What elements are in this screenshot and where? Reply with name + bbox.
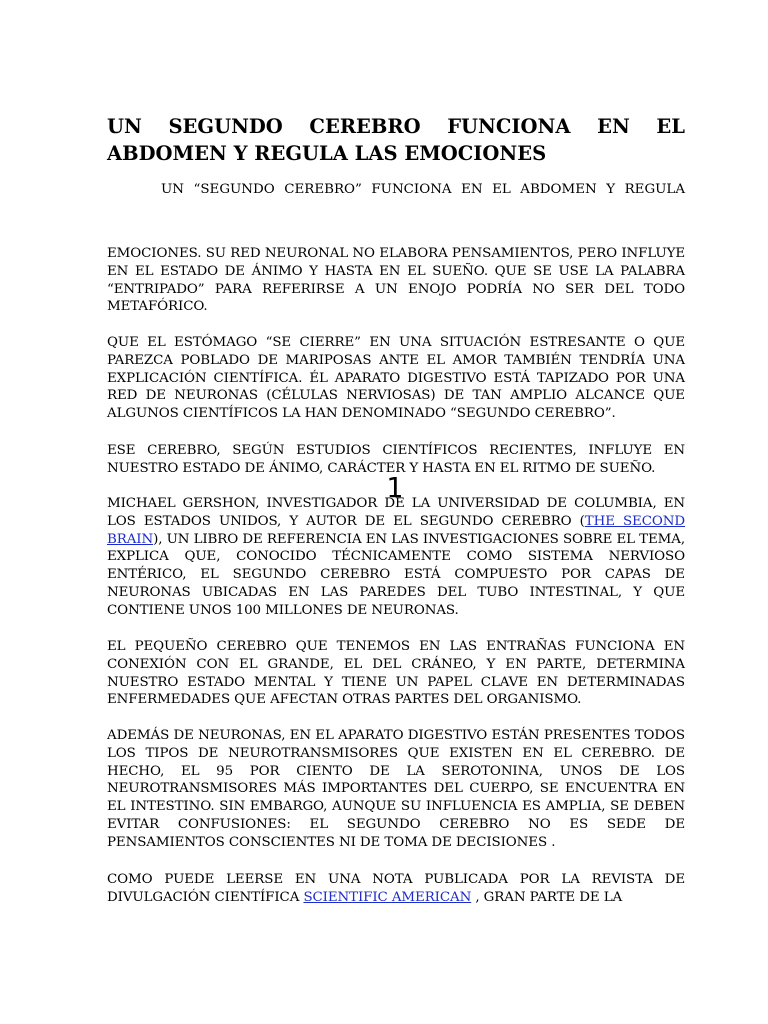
document-title: UN SEGUNDO CEREBRO FUNCIONA EN EL ABDOMEN Y REGULA LAS EMOCIONES <box>107 115 685 165</box>
paragraph-4 <box>107 495 685 620</box>
the-second-brain-link[interactable]: THE SECOND BRAIN <box>107 513 685 547</box>
subheading: UN “SEGUNDO CEREBRO” FUNCIONA EN EL ABDOMEN Y REGULA <box>161 182 685 197</box>
paragraph-7 <box>107 871 685 907</box>
paragraph-7-text-start: COMO PUEDE LEERSE EN UNA NOTA PUBLICADA POR LA REVISTA DE DIVULGACIÓN CIENTÍFICA <box>107 872 685 905</box>
paragraph-5: EL PEQUEÑO CEREBRO QUE TENEMOS EN LAS ENTRAÑAS FUNCIONA EN CONEXIÓN CON EL GRANDE, EL DEL CRÁNEO, Y EN PARTE, DETERMINA NUESTRO ESTADO MENTAL Y TIENE UN PAPEL CLAVE EN DETERMINADAS ENFERMEDADES QUE AFECTAN OTRAS PARTES DEL ORGANISMO. <box>107 639 685 708</box>
paragraph-2: QUE EL ESTÓMAGO “SE CIERRE” EN UNA SITUACIÓN ESTRESANTE O QUE PAREZCA POBLADO DE MARIPOSAS ANTE EL AMOR TAMBIÉN TENDRÍA UNA EXPLICACIÓN CIENTÍFICA. ÉL APARATO DIGESTIVO ESTÁ TAPIZADO POR UNA RED DE NEURONAS (CÉLULAS NERVIOSAS) DE TAN AMPLIO ALCANCE QUE ALGUNOS CIENTÍFICOS LA HAN DENOMINADO “SEGUNDO CEREBRO”. <box>107 335 685 422</box>
paragraph-3: ESE CEREBRO, SEGÚN ESTUDIOS CIENTÍFICOS RECIENTES, INFLUYE EN NUESTRO ESTADO DE ÁNIMO, CARÁCTER Y HASTA EN EL RITMO DE SUEÑO. <box>107 443 685 476</box>
paragraph-6: ADEMÁS DE NEURONAS, EN EL APARATO DIGESTIVO ESTÁN PRESENTES TODOS LOS TIPOS DE NEUROTRANSMISORES QUE EXISTEN EN EL CEREBRO. DE HECHO, EL 95 POR CIENTO DE LA SEROTONINA, UNOS DE LOS NEUROTRANSMISORES MÁS IMPORTANTES DEL CUERPO, SE ENCUENTRA EN EL INTESTINO. SIN EMBARGO, AUNQUE SU INFLUENCIA ES AMPLIA, SE DEBEN EVITAR CONFUSIONES: EL SEGUNDO CEREBRO NO ES SEDE DE PENSAMIENTOS CONSCIENTES NI DE TOMA DE DECISIONES . <box>107 728 685 850</box>
paragraph-4-text-end: ), UN LIBRO DE REFERENCIA EN LAS INVESTIGACIONES SOBRE EL TEMA, EXPLICA QUE, CONOCIDO TÉCNICAMENTE COMO SISTEMA NERVIOSO ENTÉRICO, EL SEGUNDO CEREBRO ESTÁ COMPUESTO POR CAPAS DE NEURONAS UBICADAS EN LAS PAREDES DEL TUBO INTESTINAL, Y QUE CONTIENE UNOS 100 MILLONES DE NEURONAS. <box>107 531 685 618</box>
paragraph-4-text-start: MICHAEL GERSHON, INVESTIGADOR DE LA UNIVERSIDAD DE COLUMBIA, EN LOS ESTADOS UNIDOS, Y AUTOR DE EL SEGUNDO CEREBRO ( <box>107 496 685 529</box>
scientific-american-link[interactable]: SCIENTIFIC AMERICAN <box>303 889 472 905</box>
paragraph-1: EMOCIONES. SU RED NEURONAL NO ELABORA PENSAMIENTOS, PERO INFLUYE EN EL ESTADO DE ÁNIMO Y HASTA EN EL SUEÑO. QUE SE USE LA PALABRA “ENTRIPADO” PARA REFERIRSE A UN ENOJO PODRÍA NO SER DEL TODO METAFÓRICO. <box>107 246 685 315</box>
page-number: 1 <box>386 471 403 504</box>
paragraph-7-text-end: , GRAN PARTE DE LA <box>471 889 623 905</box>
